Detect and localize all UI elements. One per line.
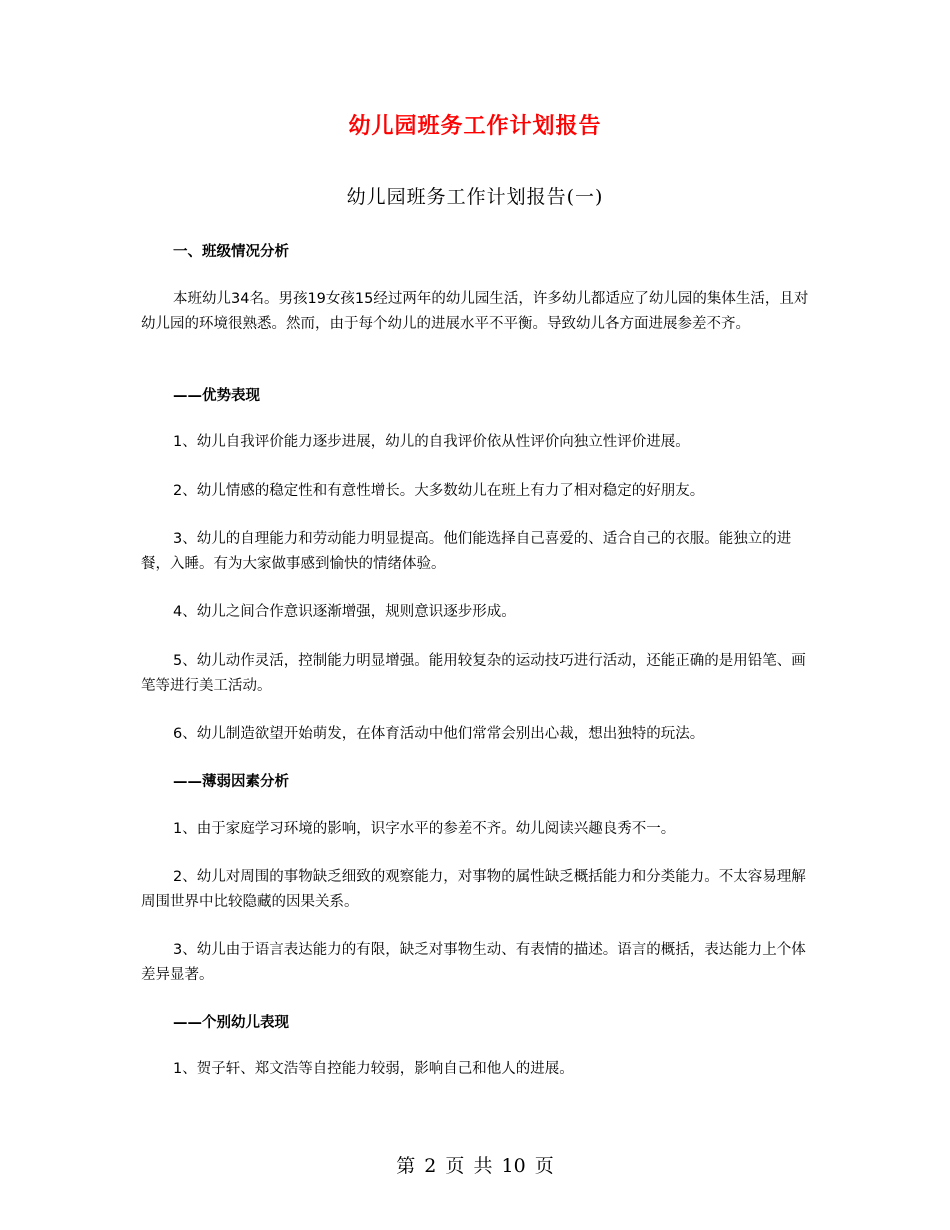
paragraph: 3、幼儿的自理能力和劳动能力明显提高。他们能选择自己喜爱的、适合自己的衣服。能独立的进餐，入睡。有为大家做事感到愉快的情绪体验。 (141, 531, 792, 572)
page-footer: 第 2 页 共 10 页 (396, 1155, 554, 1177)
section-heading: ——个别幼儿表现 (173, 1015, 289, 1031)
document-title: 幼儿园班务工作计划报告 (348, 114, 602, 139)
section-heading: ——优势表现 (173, 388, 260, 404)
document-subtitle: 幼儿园班务工作计划报告(一) (346, 186, 604, 208)
paragraph: 1、贺子轩、郑文浩等自控能力较弱，影响自己和他人的进展。 (173, 1061, 574, 1077)
paragraph: 3、幼儿由于语言表达能力的有限，缺乏对事物生动、有表情的描述。语言的概括，表达能力上个体差异显著。 (141, 942, 806, 983)
paragraph: 6、幼儿制造欲望开始萌发，在体育活动中他们常常会别出心裁，想出独特的玩法。 (173, 726, 705, 742)
paragraph: 4、幼儿之间合作意识逐渐增强，规则意识逐步形成。 (173, 604, 516, 620)
paragraph: 本班幼儿34名。男孩19女孩15经过两年的幼儿园生活，许多幼儿都适应了幼儿园的集体生活，且对幼儿园的环境很熟悉。然而，由于每个幼儿的进展水平不平衡。导致幼儿各方面进展参差不齐。 (141, 291, 809, 332)
paragraph: 2、幼儿对周围的事物缺乏细致的观察能力，对事物的属性缺乏概括能力和分类能力。不太容易理解周围世界中比较隐藏的因果关系。 (141, 869, 806, 910)
paragraph: 1、幼儿自我评价能力逐步进展，幼儿的自我评价依从性评价向独立性评价进展。 (173, 434, 690, 450)
section-heading: ——薄弱因素分析 (173, 774, 289, 790)
paragraph: 1、由于家庭学习环境的影响，识字水平的参差不齐。幼儿阅读兴趣良秀不一。 (173, 821, 676, 837)
section-heading: 一、班级情况分析 (173, 244, 289, 260)
paragraph: 2、幼儿情感的稳定性和有意性增长。大多数幼儿在班上有力了相对稳定的好朋友。 (173, 483, 705, 499)
paragraph: 5、幼儿动作灵活，控制能力明显增强。能用较复杂的运动技巧进行活动，还能正确的是用铅笔、画笔等进行美工活动。 (141, 653, 806, 694)
